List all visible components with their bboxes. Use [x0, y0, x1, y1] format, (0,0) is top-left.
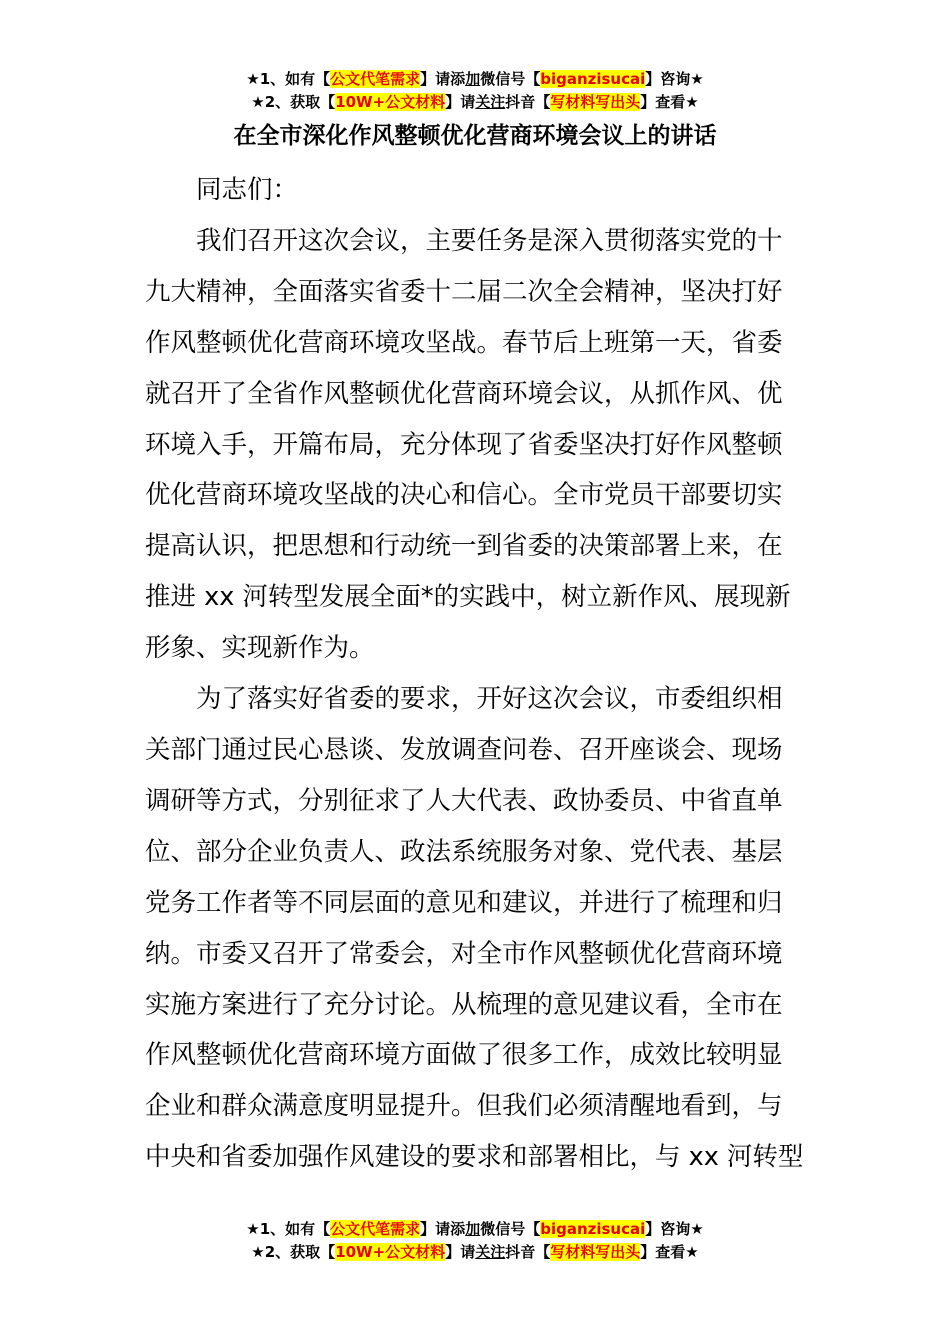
text-line: 纳。市委又召开了常委会，对全市作风整顿优化营商环境	[145, 938, 783, 969]
banner-text: 抖音【	[505, 1243, 551, 1261]
banner-text: ★1、如有【	[246, 1220, 331, 1238]
text-line: 环境入手，开篇布局，充分体现了省委坚决打好作风整顿	[145, 429, 783, 460]
banner-highlight: 10W+公文材料	[335, 1243, 446, 1261]
banner-underlined: 关注	[475, 93, 506, 111]
banner-underlined: 加	[465, 1220, 481, 1238]
wechat-id-highlight: biganzisucai	[540, 1220, 646, 1238]
text-line: 作风整顿优化营商环境攻坚战。春节后上班第一天，省委	[145, 327, 783, 358]
text-line: 提高认识，把思想和行动统一到省委的决策部署上来，在	[145, 531, 783, 562]
banner-highlight: 10W+公文材料	[335, 93, 446, 111]
banner-text: 】请添	[420, 70, 466, 88]
banner-text: ★2、获取【	[251, 1243, 336, 1261]
text-line: 推进 xx 河转型发展全面*的实践中，树立新作风、展现新	[145, 582, 791, 613]
banner-line-2	[0, 91, 950, 114]
banner-highlight: 公文代笔需求	[330, 70, 421, 88]
banner-text: 抖音【	[505, 93, 551, 111]
banner-line-1	[0, 1218, 950, 1241]
promo-banner-top	[0, 68, 950, 114]
wechat-id-highlight: biganzisucai	[540, 70, 646, 88]
text-line: 企业和群众满意度明显提升。但我们必须清醒地看到，与	[145, 1091, 783, 1122]
banner-text: 】查看★	[640, 1243, 699, 1261]
banner-highlight: 公文代笔需求	[330, 1220, 421, 1238]
banner-text: 】请	[445, 93, 476, 111]
banner-line-2	[0, 1241, 950, 1264]
banner-text: ★2、获取【	[251, 93, 336, 111]
banner-text: 】请	[445, 1243, 476, 1261]
banner-text: 】咨询★	[645, 70, 704, 88]
banner-text: ★1、如有【	[246, 70, 331, 88]
text-line: 关部门通过民心恳谈、发放调查问卷、召开座谈会、现场	[145, 734, 783, 765]
text-line: 优化营商环境攻坚战的决心和信心。全市党员干部要切实	[145, 480, 783, 511]
document-title: 在全市深化作风整顿优化营商环境会议上的讲话	[233, 123, 717, 149]
text-line: 为了落实好省委的要求，开好这次会议，市委组织相	[196, 684, 783, 715]
douyin-id-highlight: 写材料写出头	[550, 1243, 641, 1261]
text-line: 中央和省委加强作风建设的要求和部署相比，与 xx 河转型	[145, 1142, 804, 1173]
text-line: 我们召开这次会议，主要任务是深入贯彻落实党的十	[196, 225, 783, 256]
banner-text: 】请添	[420, 1220, 466, 1238]
text-line: 实施方案进行了充分讨论。从梳理的意见建议看，全市在	[145, 989, 783, 1020]
text-line: 作风整顿优化营商环境方面做了很多工作，成效比较明显	[145, 1040, 783, 1071]
document-body	[145, 165, 809, 1183]
text-line: 调研等方式，分别征求了人大代表、政协委员、中省直单	[145, 785, 783, 816]
salutation: 同志们：	[196, 175, 299, 205]
text-line: 就召开了全省作风整顿优化营商环境会议，从抓作风、优	[145, 378, 783, 409]
douyin-id-highlight: 写材料写出头	[550, 93, 641, 111]
text-line: 党务工作者等不同层面的意见和建议，并进行了梳理和归	[145, 887, 783, 918]
banner-text: 】咨询★	[645, 1220, 704, 1238]
banner-text: 微信号【	[480, 70, 541, 88]
text-line: 位、部分企业负责人、政法系统服务对象、党代表、基层	[145, 836, 783, 867]
text-line: 形象、实现新作为。	[145, 633, 375, 664]
banner-line-1	[0, 68, 950, 91]
banner-underlined: 关注	[475, 1243, 506, 1261]
banner-text: 微信号【	[480, 1220, 541, 1238]
paragraph-1	[145, 216, 809, 674]
text-line: 九大精神，全面落实省委十二届二次全会精神，坚决打好	[145, 276, 783, 307]
promo-banner-bottom	[0, 1218, 950, 1264]
paragraph-2	[145, 674, 809, 1183]
banner-text: 】查看★	[640, 93, 699, 111]
banner-underlined: 加	[465, 70, 481, 88]
